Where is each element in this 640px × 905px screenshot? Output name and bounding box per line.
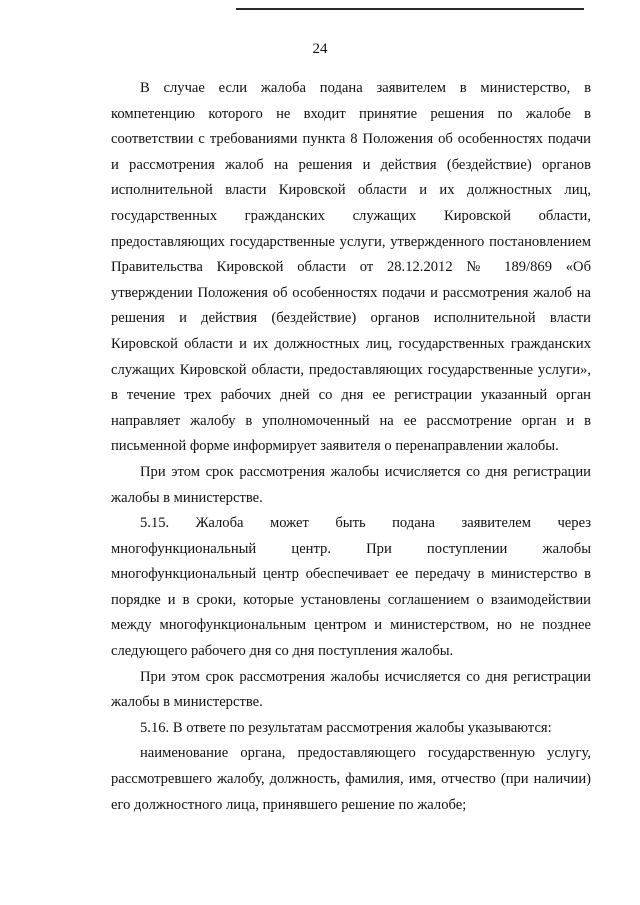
text-line: жалобы в министерстве. xyxy=(111,694,263,711)
top-rule xyxy=(236,8,584,10)
text-line: служащих Кировской области, предоставляющих государственные услуги», xyxy=(111,361,591,378)
text-line: и рассмотрения жалоб на решения и действия (бездействие) органов xyxy=(111,156,591,173)
text-line: многофункциональный центр. При поступлении жалобы xyxy=(111,540,591,557)
paragraph xyxy=(111,665,591,716)
text-line: В случае если жалоба подана заявителем в министерство, в xyxy=(140,80,591,96)
text-line: многофункциональный центр обеспечивает ее передачу в министерство в xyxy=(111,566,591,583)
text-line: утверждении Положения об особенностях подачи и рассмотрения жалоб на xyxy=(111,284,591,301)
text-line: между многофункциональным центром и министерством, но не позднее xyxy=(111,617,591,634)
text-line: следующего рабочего дня со дня поступления жалобы. xyxy=(111,643,454,660)
text-line: письменной форме информирует заявителя о перенаправлении жалобы. xyxy=(111,438,559,455)
text-line: 5.16. В ответе по результатам рассмотрения жалобы указываются: xyxy=(140,719,552,736)
document-body xyxy=(111,76,591,818)
text-line: государственных гражданских служащих Кировской области, xyxy=(111,207,591,224)
paragraph xyxy=(111,511,591,665)
text-line: наименование органа, предоставляющего государственную услугу, xyxy=(140,745,591,762)
text-line: Правительства Кировской области от 28.12.2012 № 189/869 «Об xyxy=(111,259,591,276)
paragraph xyxy=(111,716,591,742)
text-line: направляет жалобу в уполномоченный на ее рассмотрение орган и в xyxy=(111,412,591,429)
text-line: компетенцию которого не входит принятие решения по жалобе в xyxy=(111,105,591,122)
text-line: 5.15. Жалоба может быть подана заявителем через xyxy=(140,515,591,532)
text-line: предоставляющих государственные услуги, утвержденного постановлением xyxy=(111,233,591,250)
text-line: в течение трех рабочих дней со дня ее регистрации указанный орган xyxy=(111,387,591,404)
text-line: жалобы в министерстве. xyxy=(111,489,263,506)
text-line: Кировской области и их должностных лиц, государственных гражданских xyxy=(111,335,591,352)
paragraph xyxy=(111,741,591,818)
text-line: рассмотревшего жалобу, должность, фамилия, имя, отчество (при наличии) xyxy=(111,771,591,788)
text-line: соответствии с требованиями пункта 8 Положения об особенностях подачи xyxy=(111,131,591,148)
paragraph xyxy=(111,460,591,511)
page-number: 24 xyxy=(312,41,328,57)
text-line: При этом срок рассмотрения жалобы исчисляется со дня регистрации xyxy=(140,668,591,685)
paragraph xyxy=(111,76,591,460)
text-line: исполнительной власти Кировской области и их должностных лиц, xyxy=(111,182,591,199)
text-line: порядке и в сроки, которые установлены соглашением о взаимодействии xyxy=(111,591,591,608)
text-line: решения и действия (бездействие) органов исполнительной власти xyxy=(111,310,591,327)
text-line: При этом срок рассмотрения жалобы исчисляется со дня регистрации xyxy=(140,463,591,480)
text-line: его должностного лица, принявшего решение по жалобе; xyxy=(111,796,467,813)
